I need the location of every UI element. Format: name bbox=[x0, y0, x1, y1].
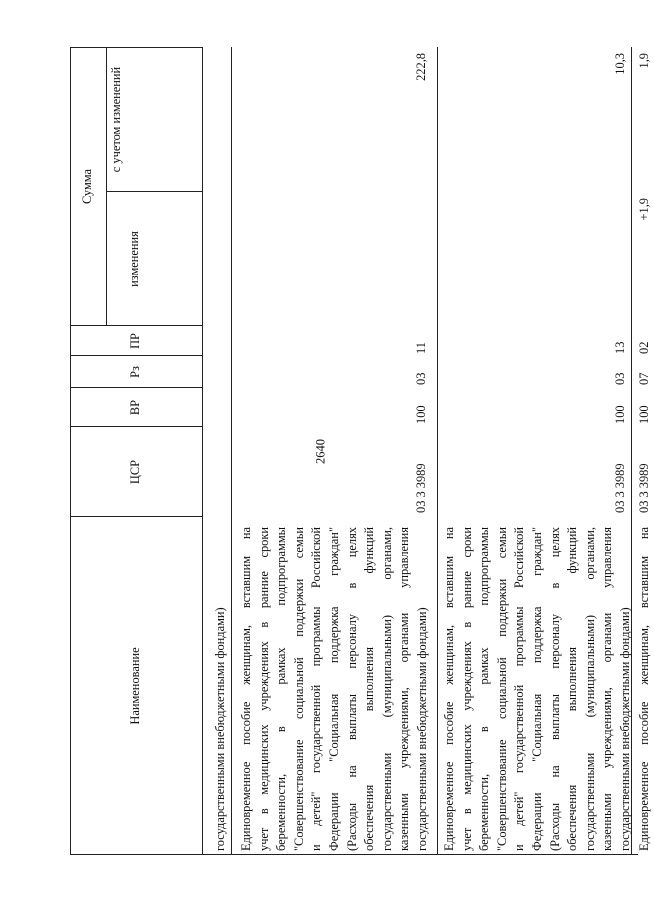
table-row-name: Единовременное пособие женщинам, вставшим на учет в медицинских учреждениях в ранние сроки беременности, в рамках подпрограммы "Совершенствование социальной поддержки семьи и детей" государственной программы Российской Федерации "Социальная поддержка граждан" (Расходы на выплаты персоналу в целях обеспечения выполнения функций государственными (муниципальными) органами, казенными учреждениями, органами управления государственными внебюджетными фондами) bbox=[442, 527, 632, 851]
row-with-changes: 10,3 bbox=[613, 53, 627, 75]
row-csr: 03 3 3989 bbox=[613, 463, 627, 513]
row-vr: 100 bbox=[613, 405, 627, 424]
row-pr: 11 bbox=[414, 342, 428, 354]
budget-table bbox=[70, 47, 651, 855]
table-row-name: Единовременное пособие женщинам, вставшим на bbox=[637, 527, 651, 851]
table-row-name: Единовременное пособие женщинам, вставшим на учет в медицинских учреждениях в ранние сроки беременности, в рамках подпрограммы "Совершенствование социальной поддержки семьи и детей" государственной программы Российской Федерации "Социальная поддержка граждан" (Расходы на выплаты персоналу в целях обеспечения выполнения функций государственными (муниципальными) органами, казенными учреждениями, органами управления государственными внебюджетными фондами) bbox=[239, 527, 429, 851]
row-with-changes: 222,8 bbox=[414, 53, 428, 81]
row-rz: 03 bbox=[613, 372, 627, 385]
header-bottom-border bbox=[202, 47, 203, 855]
header-csr: ЦСР bbox=[128, 459, 143, 485]
row-separator bbox=[231, 47, 232, 855]
row-rz: 07 bbox=[637, 372, 651, 385]
row-separator bbox=[437, 47, 438, 855]
header-sum: Сумма bbox=[80, 168, 95, 205]
row-pr: 13 bbox=[613, 341, 627, 354]
table-row-name: государственными внебюджетными фондами) bbox=[213, 607, 227, 851]
row-vr: 100 bbox=[414, 405, 428, 424]
row-csr: 03 3 3989 bbox=[414, 463, 428, 513]
header-change: изменения bbox=[127, 231, 141, 287]
sum-subheader-border bbox=[106, 47, 107, 326]
row-change: +1,9 bbox=[637, 198, 651, 221]
header-pr: ПР bbox=[128, 333, 143, 349]
row-rz: 03 bbox=[414, 372, 428, 385]
header-name: Наименование bbox=[128, 647, 143, 725]
header-rz: Рз bbox=[128, 366, 143, 378]
row-with-changes: 1,9 bbox=[637, 53, 651, 69]
row-vr: 100 bbox=[637, 405, 651, 424]
header-with-changes: с учетом изменений bbox=[109, 66, 123, 173]
row-pr: 02 bbox=[637, 341, 651, 354]
row-csr: 03 3 3989 bbox=[637, 463, 651, 513]
header-vr: ВР bbox=[128, 399, 143, 416]
page-number: 2640 bbox=[313, 439, 328, 464]
